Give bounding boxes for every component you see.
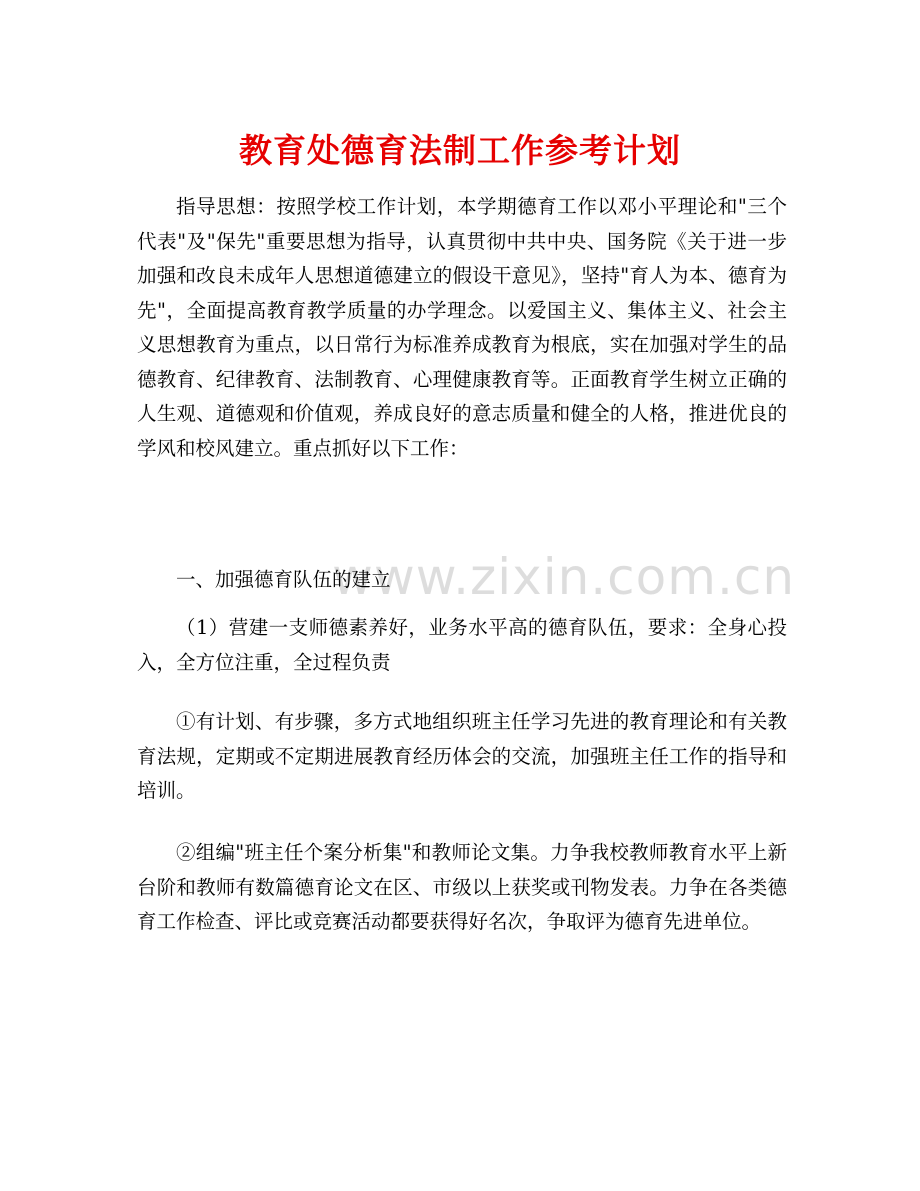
paragraph-text: ②组编"班主任个案分析集"和教师论文集。力争我校教师教育水平上新台阶和教师有数篇德育论文在区、市级以上获奖或刊物发表。力争在各类德育工作检查、评比或竞赛活动都要获得好名次，争取评为德育先进单位。 — [137, 841, 787, 933]
paragraph-item-1 — [137, 611, 787, 680]
section-heading — [137, 563, 787, 598]
paragraph-text: （1）营建一支师德素养好，业务水平高的德育队伍，要求：全身心投入，全方位注重，全过程负责 — [137, 616, 787, 674]
paragraph-subitem-1 — [137, 705, 787, 809]
paragraph-text: ①有计划、有步骤，多方式地组织班主任学习先进的教育理论和有关教育法规，定期或不定期进展教育经历体会的交流，加强班主任工作的指导和培训。 — [137, 710, 787, 802]
watermark-text: www.zixin.com.cn — [332, 548, 796, 606]
paragraph-subitem-2 — [137, 836, 787, 940]
paragraph-guiding-thought — [137, 190, 787, 466]
section-heading-text: 一、加强德育队伍的建立 — [176, 568, 391, 591]
document-title: 教育处德育法制工作参考计划 — [239, 131, 681, 170]
paragraph-text: 指导思想：按照学校工作计划，本学期德育工作以邓小平理论和"三个代表"及"保先"重要思想为指导，认真贯彻中共中央、国务院《关于进一步加强和改良未成年人思想道德建立的假设干意见》，坚持"育人为本、德育为先"，全面提高教育教学质量的办学理念。以爱国主义、集体主义、社会主义思想教育为重点，以日常行为标准养成教育为根底，实在加强对学生的品德教育、纪律教育、法制教育、心理健康教育等。正面教育学生树立正确的人生观、道德观和价值观，养成良好的意志质量和健全的人格，推进优良的学风和校风建立。重点抓好以下工作： — [137, 195, 787, 460]
